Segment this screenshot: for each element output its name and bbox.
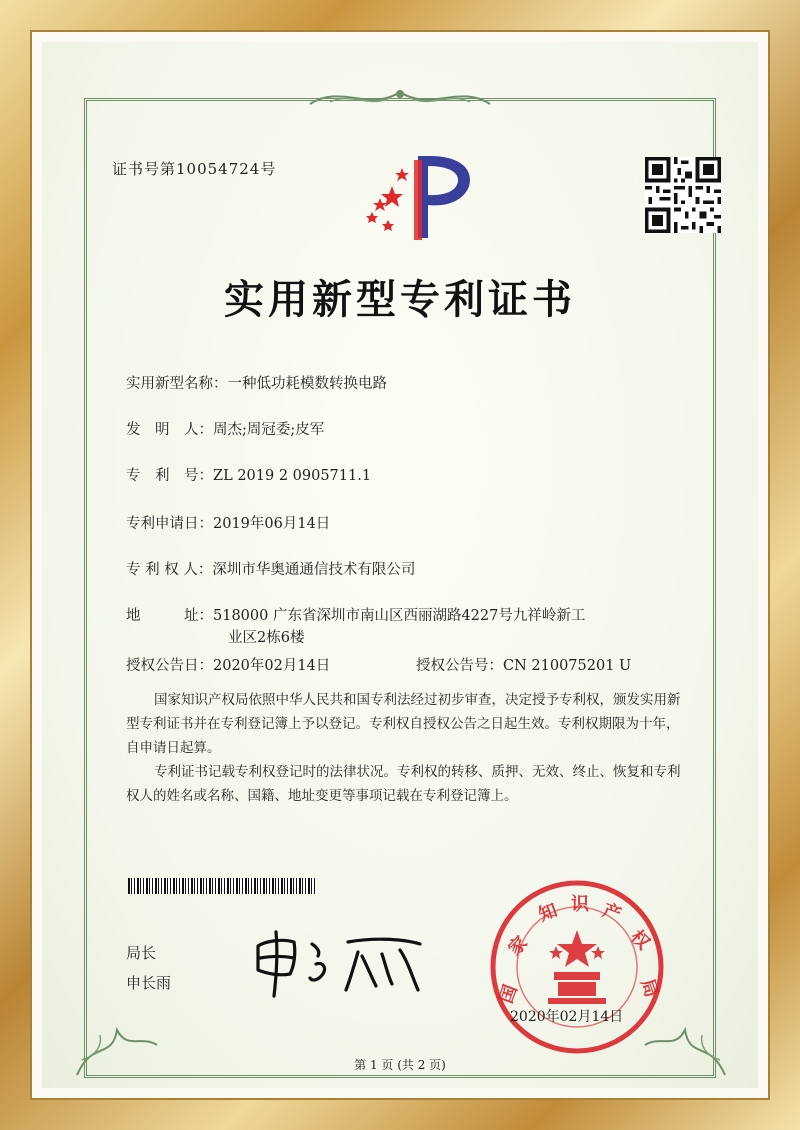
address-label: 地 址：: [126, 608, 213, 624]
inventor-value: 周杰;周冠委;皮军: [213, 422, 325, 438]
grant-date-row: [126, 654, 330, 675]
svg-text:家: 家: [504, 932, 532, 960]
svg-text:识: 识: [571, 894, 589, 915]
address-value-line1: 518000 广东省深圳市南山区西丽湖路4227号九祥岭新工: [213, 608, 586, 624]
svg-text:权: 权: [626, 926, 654, 954]
barcode-icon: [128, 878, 316, 894]
grant-date-value: 2020年02月14日: [213, 658, 331, 674]
cnipa-emblem-icon: [358, 150, 478, 245]
utility-name-value: 一种低功耗模数转换电路: [227, 376, 387, 392]
certificate-number: 证书号第10054724号: [112, 160, 277, 178]
svg-text:产: 产: [599, 899, 624, 926]
inventor-label: 发 明 人：: [126, 422, 213, 438]
filing-date-row: [126, 512, 330, 533]
svg-text:知: 知: [536, 899, 561, 926]
patentee-label: 专 利 权 人：: [126, 562, 213, 578]
signatory-role: 局长: [126, 944, 157, 962]
filing-date-label: 专利申请日：: [126, 516, 213, 532]
statement-paragraph-1: 国家知识产权局依照中华人民共和国专利法经过初步审查，决定授予专利权，颁发实用新型专利证书并在专利登记簿上予以登记。专利权自授权公告之日起生效。专利权期限为十年，自申请日起算。: [126, 692, 681, 756]
signatory-name: 申长雨: [126, 974, 172, 992]
inventor-row: [126, 418, 324, 439]
page-footer: 第 1 页 (共 2 页): [354, 1058, 446, 1072]
filing-date-value: 2019年06月14日: [213, 516, 331, 532]
patent-number-row: [126, 464, 371, 485]
utility-name-label: 实用新型名称：: [126, 376, 228, 392]
svg-text:国: 国: [495, 982, 522, 1007]
patent-number-value: ZL 2019 2 0905711.1: [213, 468, 372, 484]
address-value-line2: 业区2栋6楼: [228, 630, 305, 646]
address-row: [126, 604, 585, 625]
grant-number-label: 授权公告号：: [416, 658, 503, 674]
svg-text:局: 局: [636, 976, 663, 1001]
grant-number-row: [416, 654, 631, 675]
top-ornament-icon: [300, 82, 500, 116]
page-title: 实用新型专利证书: [224, 277, 576, 323]
statement-paragraph-2: 专利证书记载专利权登记时的法律状况。专利权的转移、质押、无效、终止、恢复和专利权人的姓名或名称、国籍、地址变更等事项记载在专利登记簿上。: [126, 764, 681, 804]
handwritten-signature: [250, 924, 430, 1000]
seal-date: 2020年02月14日: [510, 1009, 624, 1025]
patentee-row: [126, 558, 415, 579]
grant-date-label: 授权公告日：: [126, 658, 213, 674]
official-seal-icon: [488, 878, 666, 1056]
utility-name-row: [126, 372, 387, 393]
grant-number-value: CN 210075201 U: [503, 658, 632, 674]
patentee-value: 深圳市华奥通通信技术有限公司: [212, 562, 416, 578]
patent-number-label: 专 利 号：: [126, 468, 213, 484]
qr-code-icon: [645, 157, 721, 233]
